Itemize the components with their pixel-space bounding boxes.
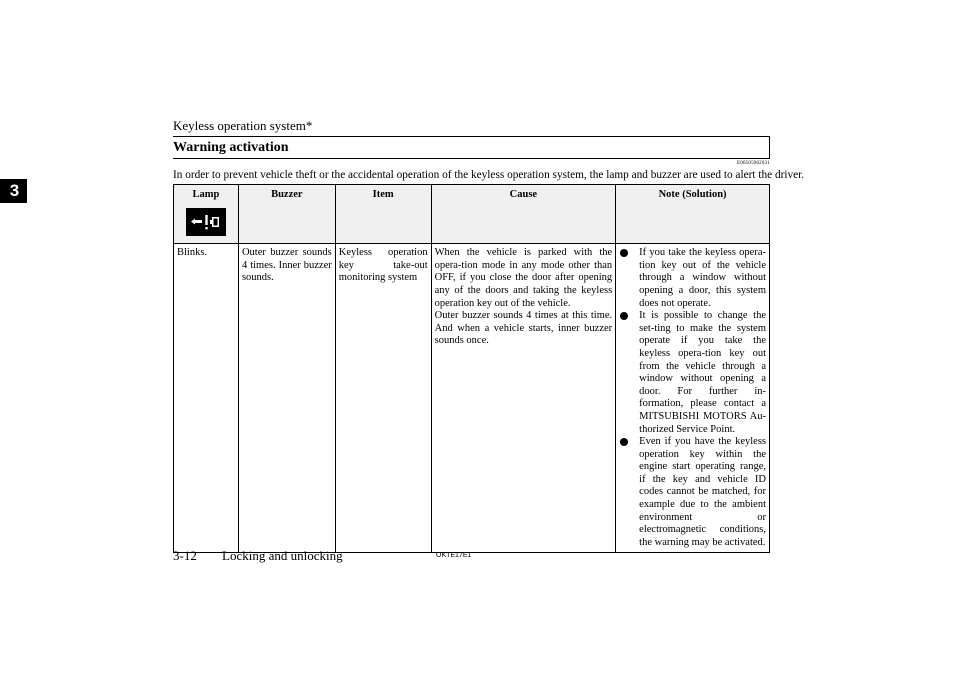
- title-divider: [769, 137, 770, 159]
- notes-list: [619, 247, 766, 549]
- footer-doc-code: OKTE17E1: [436, 552, 472, 559]
- warning-table: [173, 184, 770, 553]
- cause-text-2: Outer buzzer sounds 4 times at this time. And when a vehicle starts, inner buzzer sounds once.: [434, 310, 613, 347]
- key-warning-lamp-icon: [186, 208, 226, 236]
- note-text: Even if you have the keyless operation key within the engine start operating range, if the key and vehicle ID codes cannot be matched, for example due to the ambient environment or electromagnetic conditions, the warning may be activated.: [639, 436, 766, 548]
- running-header: Keyless operation system*: [173, 118, 313, 133]
- title-rule: [173, 158, 770, 159]
- cell-note: [616, 244, 770, 553]
- footer-page-number: 3-12: [173, 548, 197, 563]
- section-title: Warning activation: [173, 140, 289, 155]
- header-note: Note (Solution): [616, 185, 770, 244]
- header-lamp-label: Lamp: [192, 189, 220, 200]
- note-text: If you take the keyless opera-tion key out of the vehicle through a window without opening a door, this system does not operate.: [639, 247, 766, 309]
- section-code: E00505902031: [737, 161, 770, 166]
- header-item: Item: [335, 185, 431, 244]
- cell-buzzer: Outer buzzer sounds 4 times. Inner buzzer sounds.: [238, 244, 335, 553]
- cell-lamp: Blinks.: [174, 244, 239, 553]
- bullet-icon: [620, 312, 628, 320]
- key-warning-lamp-icon-graphic: [186, 208, 226, 236]
- table-row: [174, 244, 770, 553]
- footer-chapter: Locking and unlocking: [222, 548, 343, 563]
- list-item: [619, 436, 766, 549]
- table-header-row: [174, 185, 770, 244]
- list-item: [619, 247, 766, 310]
- cell-cause: [431, 244, 616, 553]
- chapter-tab: 3: [0, 179, 27, 203]
- section-title-bar: [173, 136, 770, 159]
- header-lamp: [174, 185, 239, 244]
- header-cause: Cause: [431, 185, 616, 244]
- bullet-icon: [620, 438, 628, 446]
- note-text: It is possible to change the set-ting to make the system operate if you take the keyless opera-tion key out from the vehicle through a window without opening a door. For further in-formation, please contact a MITSUBISHI MOTORS Au-thorized Service Point.: [639, 310, 766, 435]
- intro-paragraph: In order to prevent vehicle theft or the accidental operation of the keyless operation system, the lamp and buzzer are used to alert the driver.: [173, 169, 805, 181]
- bullet-icon: [620, 249, 628, 257]
- list-item: [619, 310, 766, 436]
- cause-text-1: When the vehicle is parked with the opera-tion mode in any mode other than OFF, if you close the door after opening any of the doors and taking the keyless operation key out of the vehicle.: [434, 247, 613, 309]
- header-buzzer: Buzzer: [238, 185, 335, 244]
- cell-item: Keyless operation key take-out monitoring system: [335, 244, 431, 553]
